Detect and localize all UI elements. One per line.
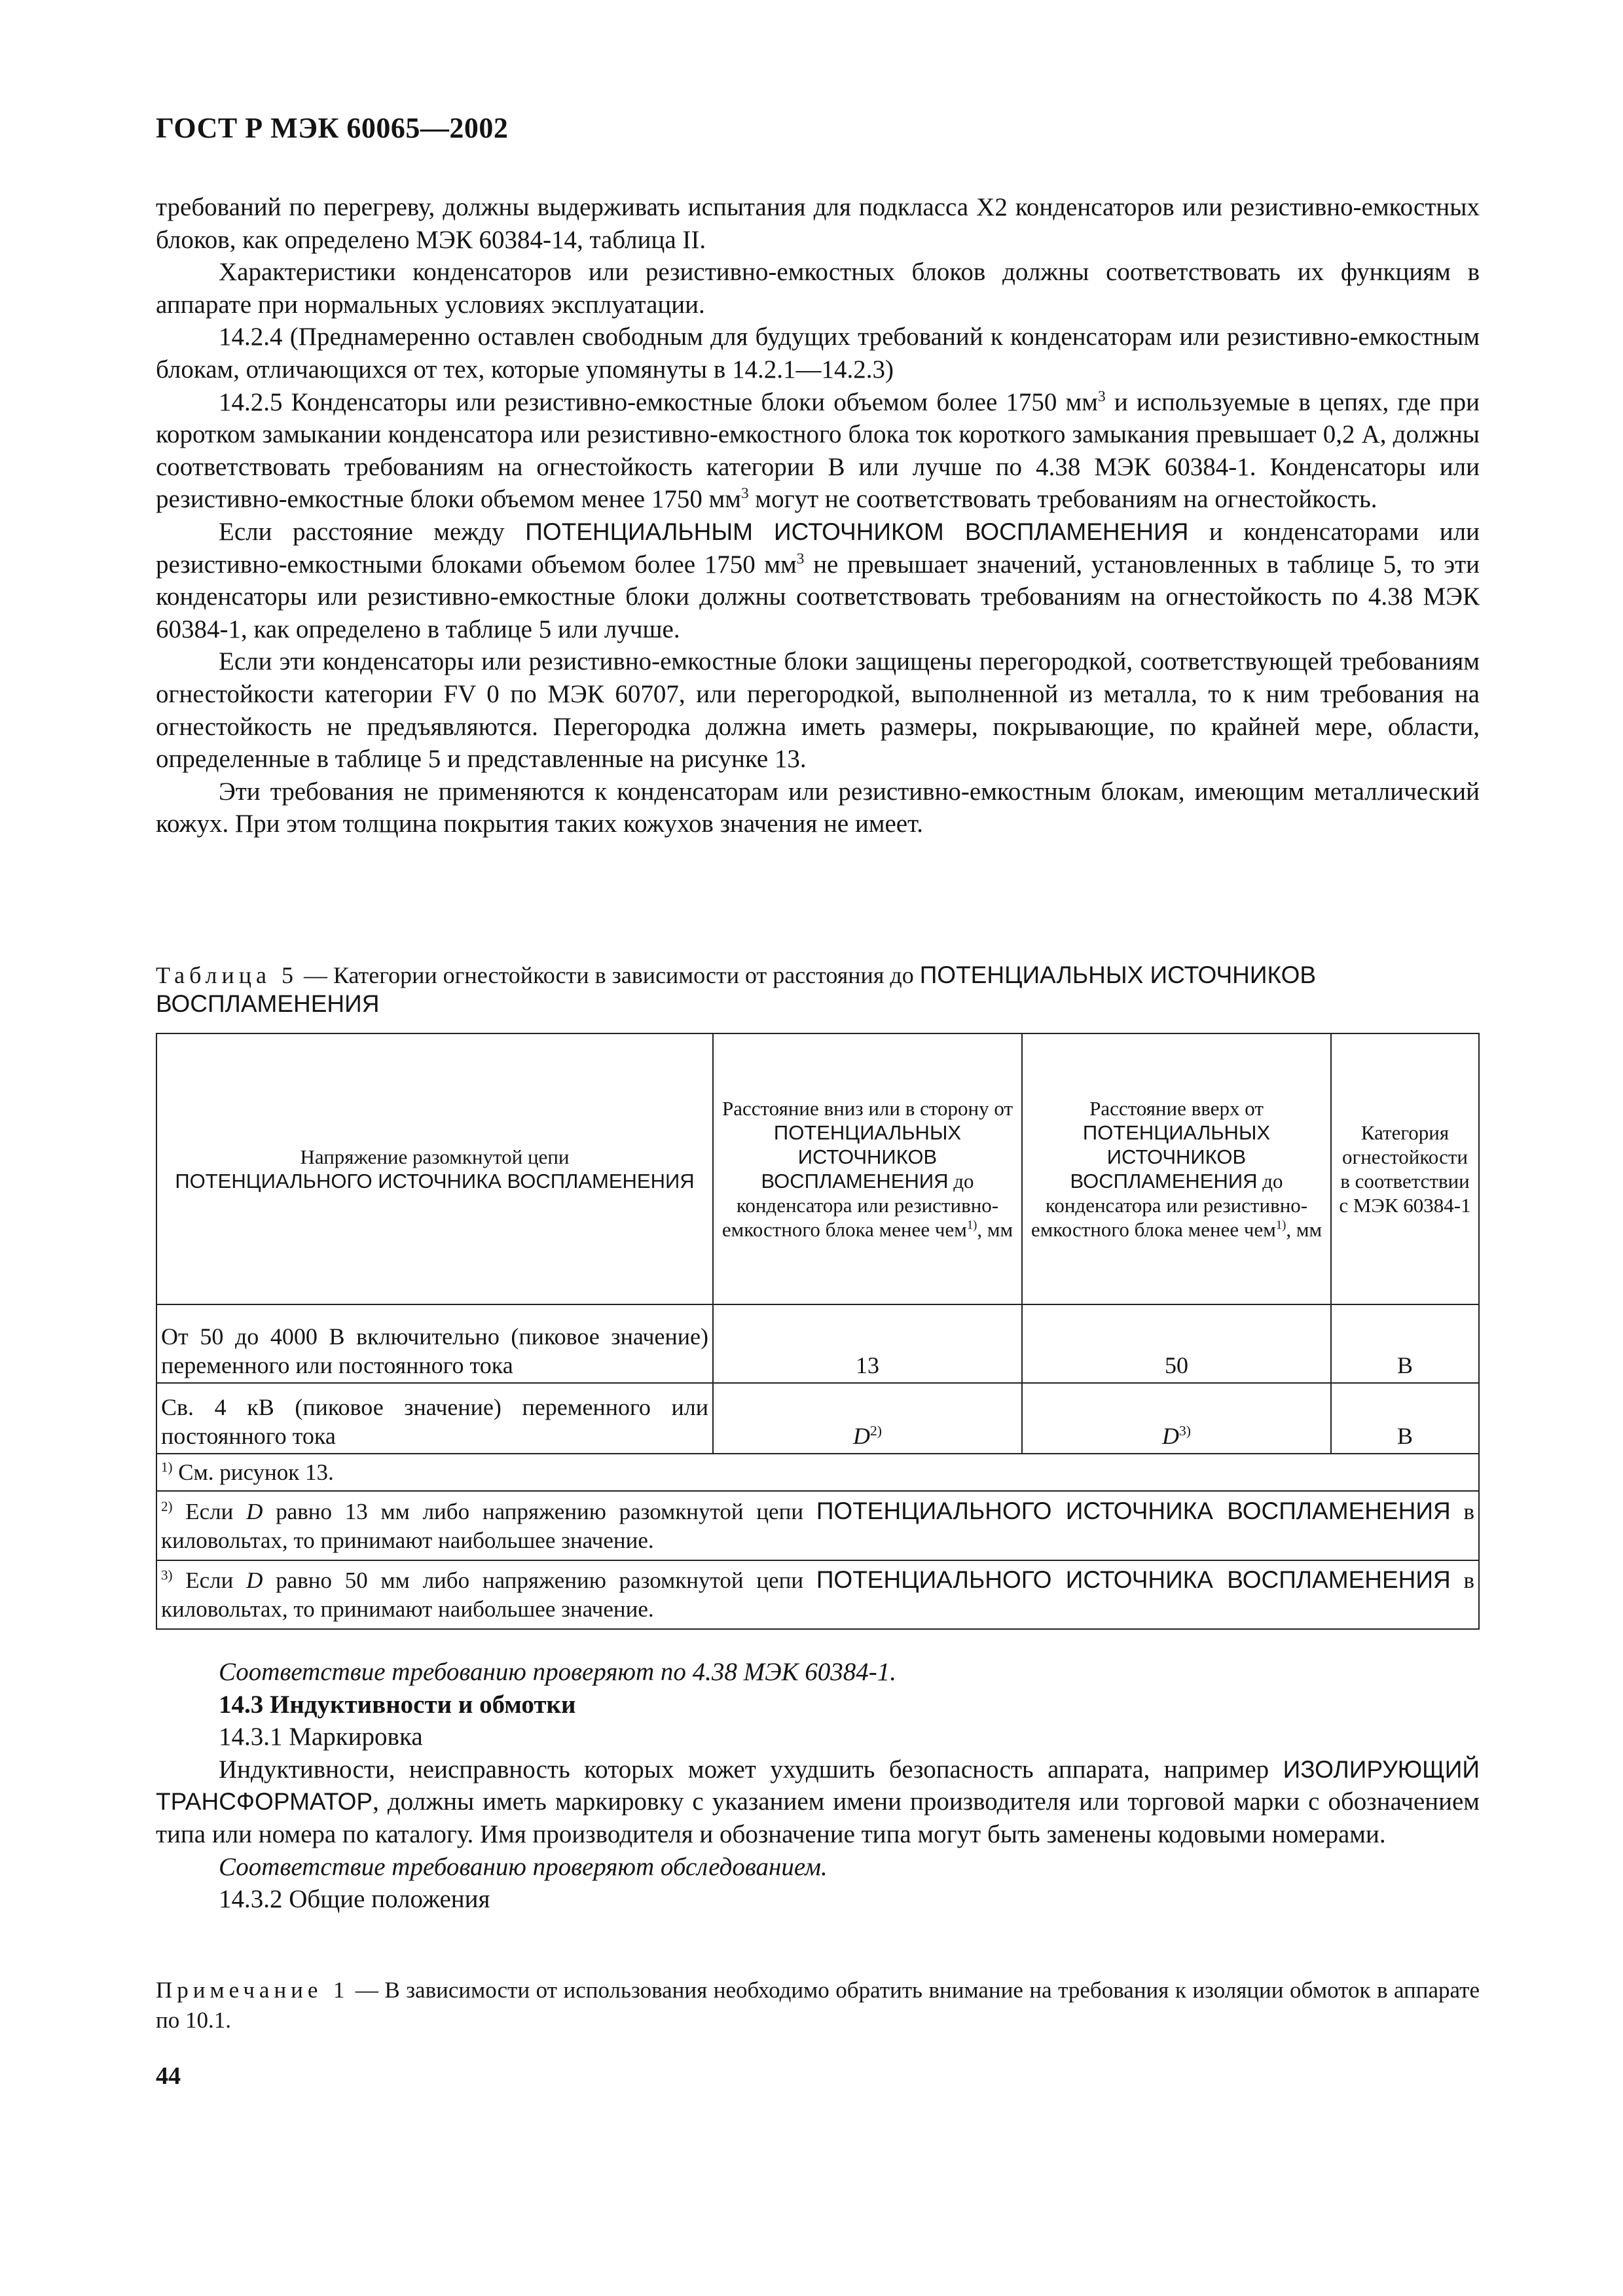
- section-14-3: [156, 1656, 1480, 1916]
- text-run: и конденсаторами или резистивно-емкостными блоками объемом более 1750 мм: [156, 517, 1480, 579]
- footnote-mark: 1): [966, 1218, 977, 1232]
- header-text: Расстояние вниз или в сторону от: [722, 1097, 1013, 1120]
- table-caption: [156, 961, 1480, 1018]
- defined-term: ПОТЕНЦИАЛЬНЫМ ИСТОЧНИКОМ ВОСПЛАМЕНЕНИЯ: [525, 518, 1189, 545]
- footnote-text: равно 50 мм либо напряжению разомкнутой цепи: [263, 1567, 816, 1593]
- text-run: Если расстояние между: [219, 517, 526, 546]
- text-run: и используемые в цепях, где при коротком замыкании конденсатора или резистивно-емкостного блока ток короткого замыкания превышает 0,2 А, должны соответствовать требованиям на огнестойкость категории В или лучше по 4.38 МЭК 60384-1. Конденсаторы или резистивно-емкостные блоки объемом менее 1750 мм: [156, 387, 1480, 514]
- variable-d: D: [246, 1567, 263, 1593]
- cell-category: B: [1331, 1304, 1479, 1383]
- footnote-text: равно 13 мм либо напряжению разомкнутой цепи: [263, 1498, 816, 1524]
- footnote-1: [156, 1454, 1479, 1491]
- footnote-text: Если: [172, 1567, 247, 1593]
- header-unit: , мм: [1286, 1218, 1322, 1241]
- header-voltage: [156, 1033, 713, 1304]
- footnote-mark: 2): [161, 1498, 173, 1514]
- header-text: Напряжение разомкнутой цепи: [300, 1145, 570, 1168]
- text-run: 14.2.5 Конденсаторы или резистивно-емкостные блоки объемом более 1750 мм: [219, 387, 1098, 416]
- header-text: Расстояние вверх от: [1089, 1097, 1264, 1120]
- paragraph-characteristics: Характеристики конденсаторов или резистивно-емкостных блоков должны соответствовать их функциям в аппарате при нормальных условиях эксплуатации.: [156, 258, 1480, 319]
- footnote-mark: 2): [870, 1423, 882, 1439]
- text-run: , должны иметь маркировку с указанием имени производителя или торговой марки с обозначением типа или номера по каталогу. Имя производителя и обозначение типа могут быть заменены кодовыми номерами.: [156, 1787, 1480, 1848]
- header-distance-down: [713, 1033, 1022, 1304]
- header-distance-up: [1022, 1033, 1331, 1304]
- defined-term: ПОТЕНЦИАЛЬНОГО ИСТОЧНИКА ВОСПЛАМЕНЕНИЯ: [175, 1170, 695, 1193]
- text-run: — Категории огнестойкости в зависимости от расстояния до: [297, 962, 920, 988]
- table-footnote: [156, 1491, 1479, 1560]
- row-label: От 50 до 4000 В включительно (пиковое значение) переменного или постоянного тока: [156, 1304, 713, 1383]
- table-5: [156, 1033, 1478, 1630]
- note-label: Примечание 1: [156, 1977, 350, 2003]
- table-row: [156, 1304, 1479, 1383]
- subsection-title: 14.3.2 Общие положения: [219, 1885, 490, 1914]
- superscript: 3: [1097, 387, 1106, 405]
- table-row: [156, 1383, 1479, 1454]
- note-text: — В зависимости от использования необходимо обратить внимание на требования к изоляции обмоток в аппарате по 10.1.: [156, 1977, 1480, 2033]
- subsection-title: 14.3.1 Маркировка: [219, 1723, 423, 1751]
- footnote-mark: 3): [1179, 1423, 1191, 1439]
- paragraph-metal-case: Эти требования не применяются к конденсаторам или резистивно-емкостным блокам, имеющим металлический кожух. При этом толщина покрытия таких кожухов значения не имеет.: [156, 777, 1480, 838]
- table-header-row: [156, 1033, 1479, 1304]
- body-text: [156, 191, 1480, 840]
- footnote-mark: 3): [161, 1567, 173, 1583]
- paragraph-14-2-5: [156, 386, 1480, 516]
- footnote-text: в киловольтах, то принимают наибольшее значение.: [161, 1498, 1474, 1553]
- cell-category: B: [1331, 1383, 1479, 1454]
- defined-term: ПОТЕНЦИАЛЬНЫХ ИСТОЧНИКОВ ВОСПЛАМЕНЕНИЯ: [1070, 1121, 1271, 1193]
- table-footnote: [156, 1560, 1479, 1629]
- superscript: 3: [796, 550, 805, 567]
- footnote-3: [156, 1560, 1479, 1629]
- defined-term: ПОТЕНЦИАЛЬНЫХ ИСТОЧНИКОВ ВОСПЛАМЕНЕНИЯ: [761, 1121, 962, 1193]
- paragraph-barrier: Если эти конденсаторы или резистивно-емкостные блоки защищены перегородкой, соответствующей требованиям огнестойкости категории FV 0 по МЭК 60707, или перегородкой, выполненной из металла, то к ним требования на огнестойкость не предъявляются. Перегородка должна иметь размеры, покрывающие, по крайней мере, области, определенные в таблице 5 и представленные на рисунке 13.: [156, 647, 1480, 774]
- header-text: до конденсатора или резистивно-емкостного блока менее чем: [721, 1170, 999, 1241]
- header-category: Категория огнестойкости в соответствии с МЭК 60384-1: [1331, 1033, 1479, 1304]
- variable-d: D: [853, 1423, 870, 1449]
- variable-d: D: [1162, 1423, 1179, 1449]
- footnote-mark: 1): [161, 1459, 173, 1475]
- compliance-statement: Соответствие требованию проверяют обследованием.: [219, 1852, 828, 1881]
- text-run: Индуктивности, неисправность которых может ухудшить безопасность аппарата, например: [219, 1755, 1283, 1784]
- header-unit: , мм: [977, 1218, 1013, 1241]
- page-number: 44: [156, 2062, 181, 2090]
- cell-distance-up: 50: [1022, 1304, 1331, 1383]
- header-text: до конденсатора или резистивно-емкостного блока менее чем: [1030, 1170, 1308, 1241]
- footnote-text: в киловольтах, то принимают наибольшее значение.: [161, 1567, 1474, 1622]
- paragraph-continuation: требований по перегреву, должны выдерживать испытания для подкласса X2 конденсаторов или резистивно-емкостных блоков, как определено МЭК 60384-14, таблица II.: [156, 193, 1480, 254]
- paragraph-distance: [156, 516, 1480, 645]
- defined-term: ИЗОЛИРУЮЩИЙ ТРАНСФОРМАТОР: [156, 1755, 1480, 1816]
- section-title: 14.3 Индуктивности и обмотки: [219, 1690, 576, 1719]
- note-1: [156, 1975, 1480, 2036]
- footnote-2: [156, 1491, 1479, 1560]
- table-label: Таблица 5: [156, 962, 298, 988]
- cell-distance-down: [713, 1383, 1022, 1454]
- superscript: 3: [740, 485, 749, 503]
- footnote-mark: 1): [1275, 1218, 1286, 1232]
- text-run: могут не соответствовать требованиям на огнестойкость.: [748, 485, 1377, 514]
- defined-term: ПОТЕНЦИАЛЬНОГО ИСТОЧНИКА ВОСПЛАМЕНЕНИЯ: [816, 1497, 1451, 1524]
- defined-term: ПОТЕНЦИАЛЬНОГО ИСТОЧНИКА ВОСПЛАМЕНЕНИЯ: [816, 1566, 1451, 1593]
- footnote-text: См. рисунок 13.: [172, 1459, 334, 1485]
- footnote-text: Если: [172, 1498, 247, 1524]
- defined-term: ПОТЕНЦИАЛЬНЫХ ИСТОЧНИКОВ ВОСПЛАМЕНЕНИЯ: [156, 961, 1317, 1017]
- table-footnote: [156, 1454, 1479, 1491]
- cell-distance-down: 13: [713, 1304, 1022, 1383]
- text-run: не превышает значений, установленных в таблице 5, то эти конденсаторы или резистивно-емкостные блоки должны соответствовать требованиям на огнестойкость по 4.38 МЭК 60384-1, как определено в таблице 5 или лучше.: [156, 550, 1480, 643]
- paragraph-marking: [156, 1753, 1480, 1851]
- row-label: Св. 4 кВ (пиковое значение) переменного или постоянного тока: [156, 1383, 713, 1454]
- paragraph-14-2-4: 14.2.4 (Преднамеренно оставлен свободным для будущих требований к конденсаторам или резистивно-емкостным блокам, отличающихся от тех, которые упомянуты в 14.2.1—14.2.3): [156, 323, 1480, 384]
- variable-d: D: [246, 1498, 263, 1524]
- document-header: ГОСТ Р МЭК 60065—2002: [156, 112, 509, 144]
- compliance-statement: Соответствие требованию проверяют по 4.38 МЭК 60384-1.: [219, 1658, 897, 1686]
- cell-distance-up: [1022, 1383, 1331, 1454]
